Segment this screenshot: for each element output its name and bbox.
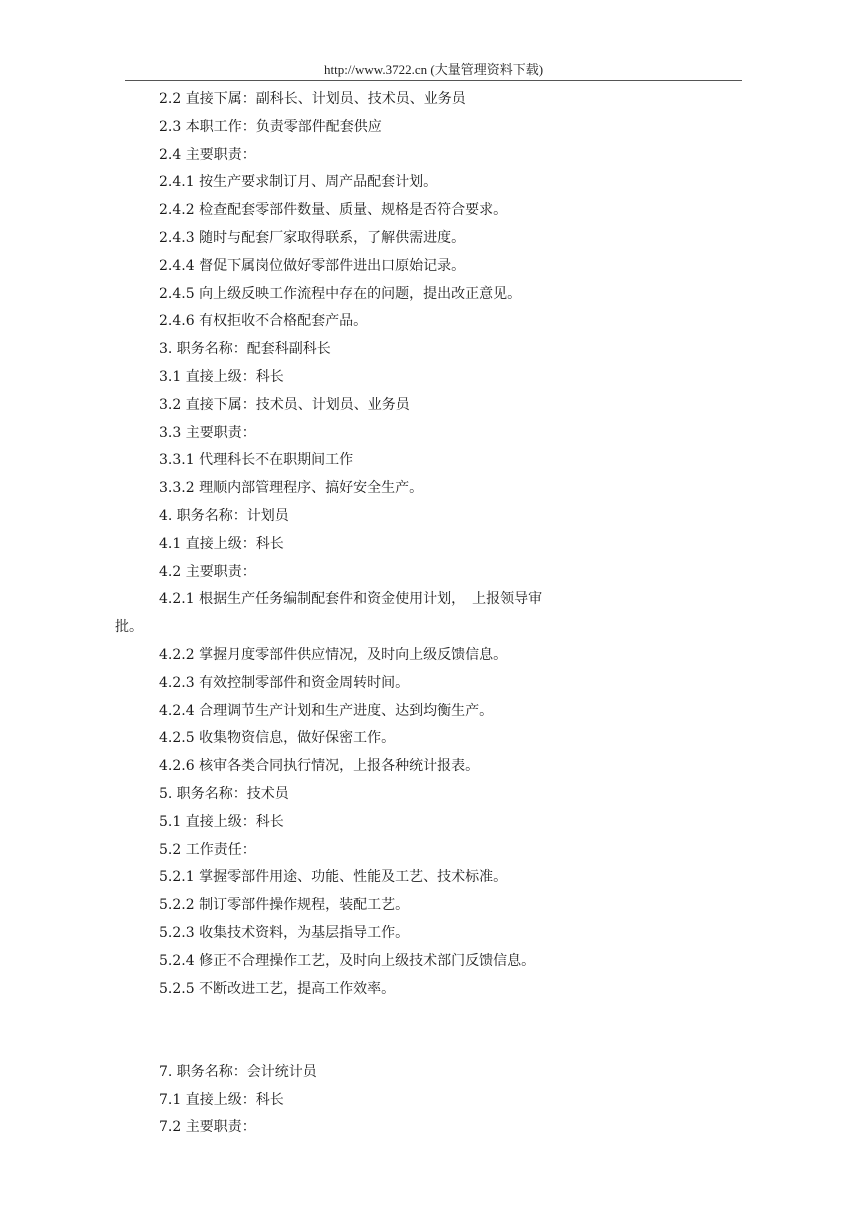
text-line: 3.3 主要职责： — [159, 424, 256, 441]
text-line: 7.2 主要职责： — [159, 1119, 256, 1136]
text-line: 5.2.2 制订零部件操作规程，装配工艺。 — [159, 897, 410, 914]
text-line: 2.2 直接下属：副科长、计划员、技术员、业务员 — [159, 91, 466, 107]
section-heading: 3. 职务名称：配套科副科长 — [159, 341, 331, 358]
text-line: 2.4.1 按生产要求制订月、周产品配套计划。 — [159, 174, 438, 191]
text-line: 2.3 本职工作：负责零部件配套供应 — [159, 118, 382, 135]
text-line: 3.2 直接下属：技术员、计划员、业务员 — [159, 396, 410, 413]
text-line: 5.2.1 掌握零部件用途、功能、性能及工艺、技术标准。 — [159, 869, 508, 886]
text-line: 4.2.4 合理调节生产计划和生产进度、达到均衡生产。 — [159, 702, 494, 719]
section-heading: 5. 职务名称：技术员 — [159, 785, 289, 802]
text-line: 5.2.4 修正不合理操作工艺，及时向上级技术部门反馈信息。 — [159, 952, 536, 969]
text-line: 7.1 直接上级：科长 — [159, 1091, 284, 1108]
blank-space — [127, 1003, 587, 1059]
text-line: 2.4 主要职责： — [159, 146, 256, 163]
text-line: 4.2.6 核审各类合同执行情况，上报各种统计报表。 — [159, 758, 480, 775]
text-line-continuation: 批。 — [115, 619, 143, 636]
text-line: 4.2.3 有效控制零部件和资金周转时间。 — [159, 674, 410, 691]
text-line: 2.4.6 有权拒收不合格配套产品。 — [159, 313, 368, 330]
text-line: 3.3.1 代理科长不在职期间工作 — [159, 452, 354, 469]
text-line: 2.4.3 随时与配套厂家取得联系，了解供需进度。 — [159, 229, 466, 246]
page-header: http://www.3722.cn (大量管理资料下载) — [125, 60, 742, 81]
text-line: 2.4.4 督促下属岗位做好零部件进出口原始记录。 — [159, 257, 466, 274]
text-line: 4.1 直接上级：科长 — [159, 535, 284, 552]
text-line: 4.2.2 掌握月度零部件供应情况，及时向上级反馈信息。 — [159, 646, 508, 663]
text-line: 4.2.1 根据生产任务编制配套件和资金使用计划， 上报领导审 — [159, 591, 543, 608]
text-line: 3.1 直接上级：科长 — [159, 368, 284, 385]
text-line: 5.2.3 收集技术资料，为基层指导工作。 — [159, 924, 410, 941]
text-line: 3.3.2 理顺内部管理程序、搞好安全生产。 — [159, 480, 424, 497]
document-body — [115, 86, 587, 1142]
section-heading: 7. 职务名称：会计统计员 — [159, 1063, 317, 1080]
text-line: 2.4.5 向上级反映工作流程中存在的问题，提出改正意见。 — [159, 285, 522, 302]
text-line: 4.2 主要职责： — [159, 563, 256, 580]
text-line: 2.4.2 检查配套零部件数量、质量、规格是否符合要求。 — [159, 202, 508, 219]
text-line: 4.2.5 收集物资信息，做好保密工作。 — [159, 730, 396, 747]
text-line: 5.1 直接上级：科长 — [159, 813, 284, 830]
section-heading: 4. 职务名称：计划员 — [159, 507, 289, 524]
text-line: 5.2 工作责任： — [159, 841, 256, 858]
text-line: 5.2.5 不断改进工艺，提高工作效率。 — [159, 980, 396, 997]
